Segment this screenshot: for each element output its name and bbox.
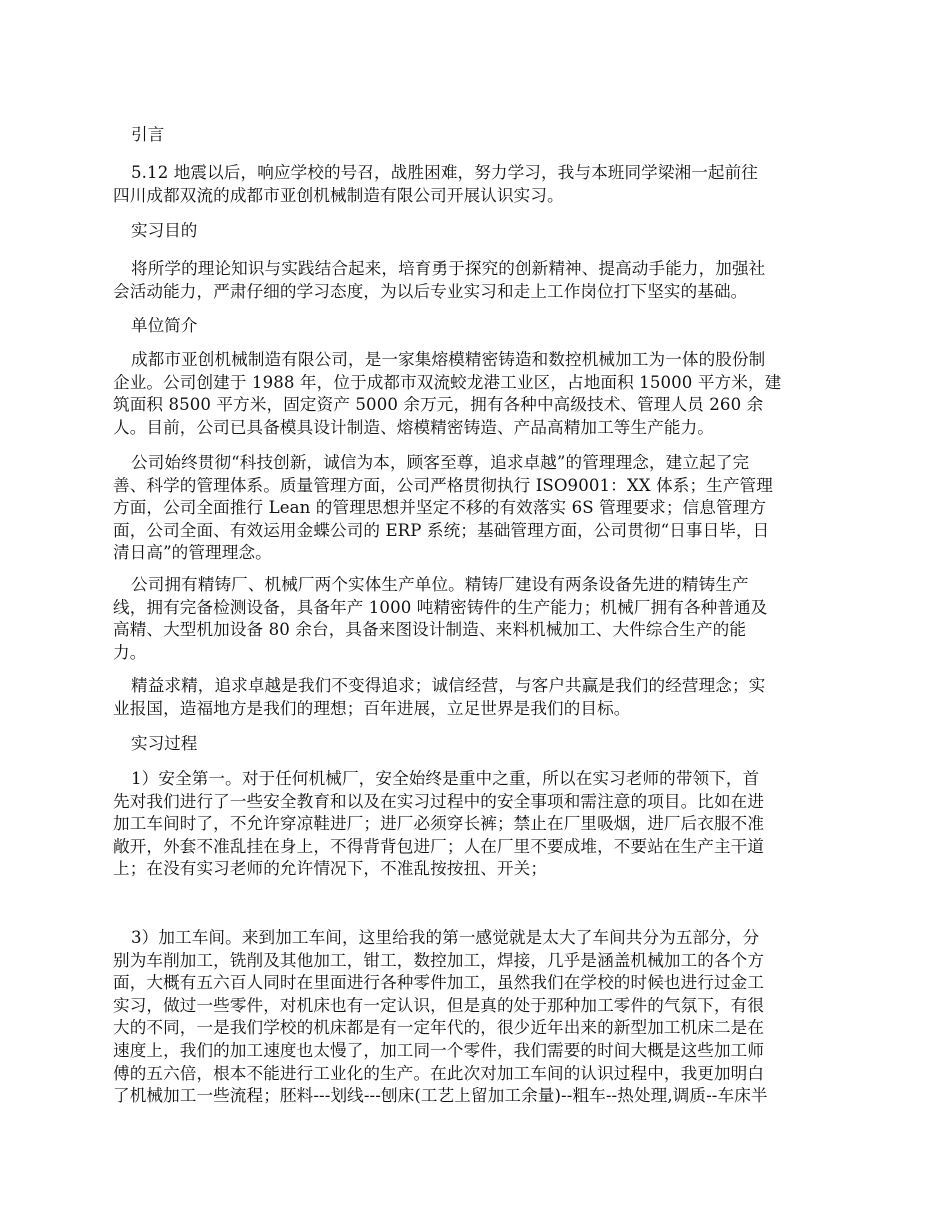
paragraph-line: 敞开，外套不准乱挂在身上，不得背背包进厂；人在厂里不要成堆，不要站在生产主干道 [113, 836, 765, 856]
section-heading-intro: 引言 [131, 125, 165, 144]
paragraph-company-2 [113, 452, 838, 565]
paragraph-line: 企业。公司创建于 1988 年，位于成都市双流蛟龙港工业区，占地面积 15000 平方米，建 [113, 372, 782, 392]
paragraph-process-3 [113, 927, 838, 1108]
paragraph-line: 将所学的理论知识与实践结合起来，培育勇于探究的创新精神、提高动手能力，加强社 [131, 259, 766, 278]
paragraph-line: 成都市亚创机械制造有限公司，是一家集熔模精密铸造和数控机械加工为一体的股份制 [131, 350, 766, 369]
paragraph-line: 速度上，我们的加工速度也太慢了，加工同一个零件，我们需要的时间大概是这些加工师 [113, 1040, 765, 1060]
paragraph-line: 善、科学的管理体系。质量管理方面，公司严格贯彻执行 ISO9001：XX 体系；生产管理 [113, 475, 773, 495]
paragraph-line: 面，大概有五六百人同时在里面进行各种零件加工，虽然我们在学校的时候也进行过金工 [113, 973, 765, 993]
paragraph-line: 精益求精，追求卓越是我们不变得追求；诚信经营，与客户共赢是我们的经营理念；实 [131, 676, 766, 695]
paragraph-line: 别为车削加工，铣削及其他加工，钳工，数控加工，焊接，几乎是涵盖机械加工的各个方 [113, 950, 765, 970]
paragraph-line: 业报国，造福地方是我们的理想；百年进展，立足世界是我们的目标。 [113, 698, 631, 718]
paragraph-line: 高精、大型机加设备 80 余台，具备来图设计制造、来料机械加工、大件综合生产的能 [113, 620, 747, 640]
paragraph-line: 公司拥有精铸厂、机械厂两个实体生产单位。精铸厂建设有两条设备先进的精铸生产 [131, 575, 749, 594]
paragraph-line: 公司始终贯彻“科技创新，诚信为本，顾客至尊，追求卓越”的管理理念，建立起了完 [131, 453, 750, 472]
paragraph-company-4 [113, 675, 838, 720]
paragraph-process-1 [113, 768, 838, 881]
paragraph-line: 先对我们进行了一些安全教育和以及在实习过程中的安全事项和需注意的项目。比如在进 [113, 791, 765, 811]
paragraph-line: 实习，做过一些零件，对机床也有一定认识，但是真的处于那种加工零件的气氛下，有很 [113, 995, 765, 1015]
paragraph-intro [113, 162, 838, 207]
paragraph-line: 了机械加工一些流程；胚料---划线---刨床(工艺上留加工余量)--粗车--热处理,调质--车床半 [113, 1086, 768, 1106]
paragraph-line: 大的不同，一是我们学校的机床都是有一定年代的，很少近年出来的新型加工机床二是在 [113, 1018, 765, 1038]
paragraph-purpose [113, 258, 838, 303]
paragraph-line: 加工车间时了，不允许穿凉鞋进厂；进厂必须穿长裤；禁止在厂里吸烟，进厂后衣服不准 [113, 814, 765, 834]
paragraph-line: 四川成都双流的成都市亚创机械制造有限公司开展认识实习。 [113, 185, 564, 205]
paragraph-company-3 [113, 574, 838, 664]
paragraph-line: 面，公司全面、有效运用金蝶公司的 ERP 系统；基础管理方面，公司贯彻“日事日毕，日 [113, 520, 770, 540]
section-heading-company: 单位简介 [131, 316, 198, 335]
paragraph-line: 线，拥有完备检测设备，具备年产 1000 吨精密铸件的生产能力；机械厂拥有各种普通及 [113, 597, 768, 617]
section-heading-purpose: 实习目的 [131, 221, 198, 240]
paragraph-line: 筑面积 8500 平方米，固定资产 5000 余万元，拥有各种中高级技术、管理人员 260 余 [113, 395, 764, 415]
paragraph-line: 会活动能力，严肃仔细的学习态度，为以后专业实习和走上工作岗位打下坚实的基础。 [113, 281, 748, 301]
paragraph-line: 3）加工车间。来到加工车间，这里给我的第一感觉就是太大了车间共分为五部分，分 [131, 928, 760, 947]
paragraph-line: 人。目前，公司已具备模具设计制造、熔模精密铸造、产品高精加工等生产能力。 [113, 417, 714, 437]
section-heading-process: 实习过程 [131, 734, 198, 753]
paragraph-company-1 [113, 349, 838, 439]
paragraph-line: 清日高”的管理理念。 [113, 543, 272, 563]
paragraph-line: 5.12 地震以后，响应学校的号召，战胜困难，努力学习，我与本班同学梁湘一起前往 [131, 163, 759, 182]
paragraph-line: 方面，公司全面推行 Lean 的管理思想并坚定不移的有效落实 6S 管理要求；信息管理方 [113, 498, 767, 518]
paragraph-line: 1）安全第一。对于任何机械厂，安全始终是重中之重，所以在实习老师的带领下，首 [131, 769, 760, 788]
paragraph-line: 力。 [113, 642, 147, 662]
paragraph-line: 上；在没有实习老师的允许情况下，不准乱按按扭、开关； [113, 859, 548, 879]
paragraph-line: 傅的五六倍，根本不能进行工业化的生产。在此次对加工车间的认识过程中，我更加明白 [113, 1063, 765, 1083]
